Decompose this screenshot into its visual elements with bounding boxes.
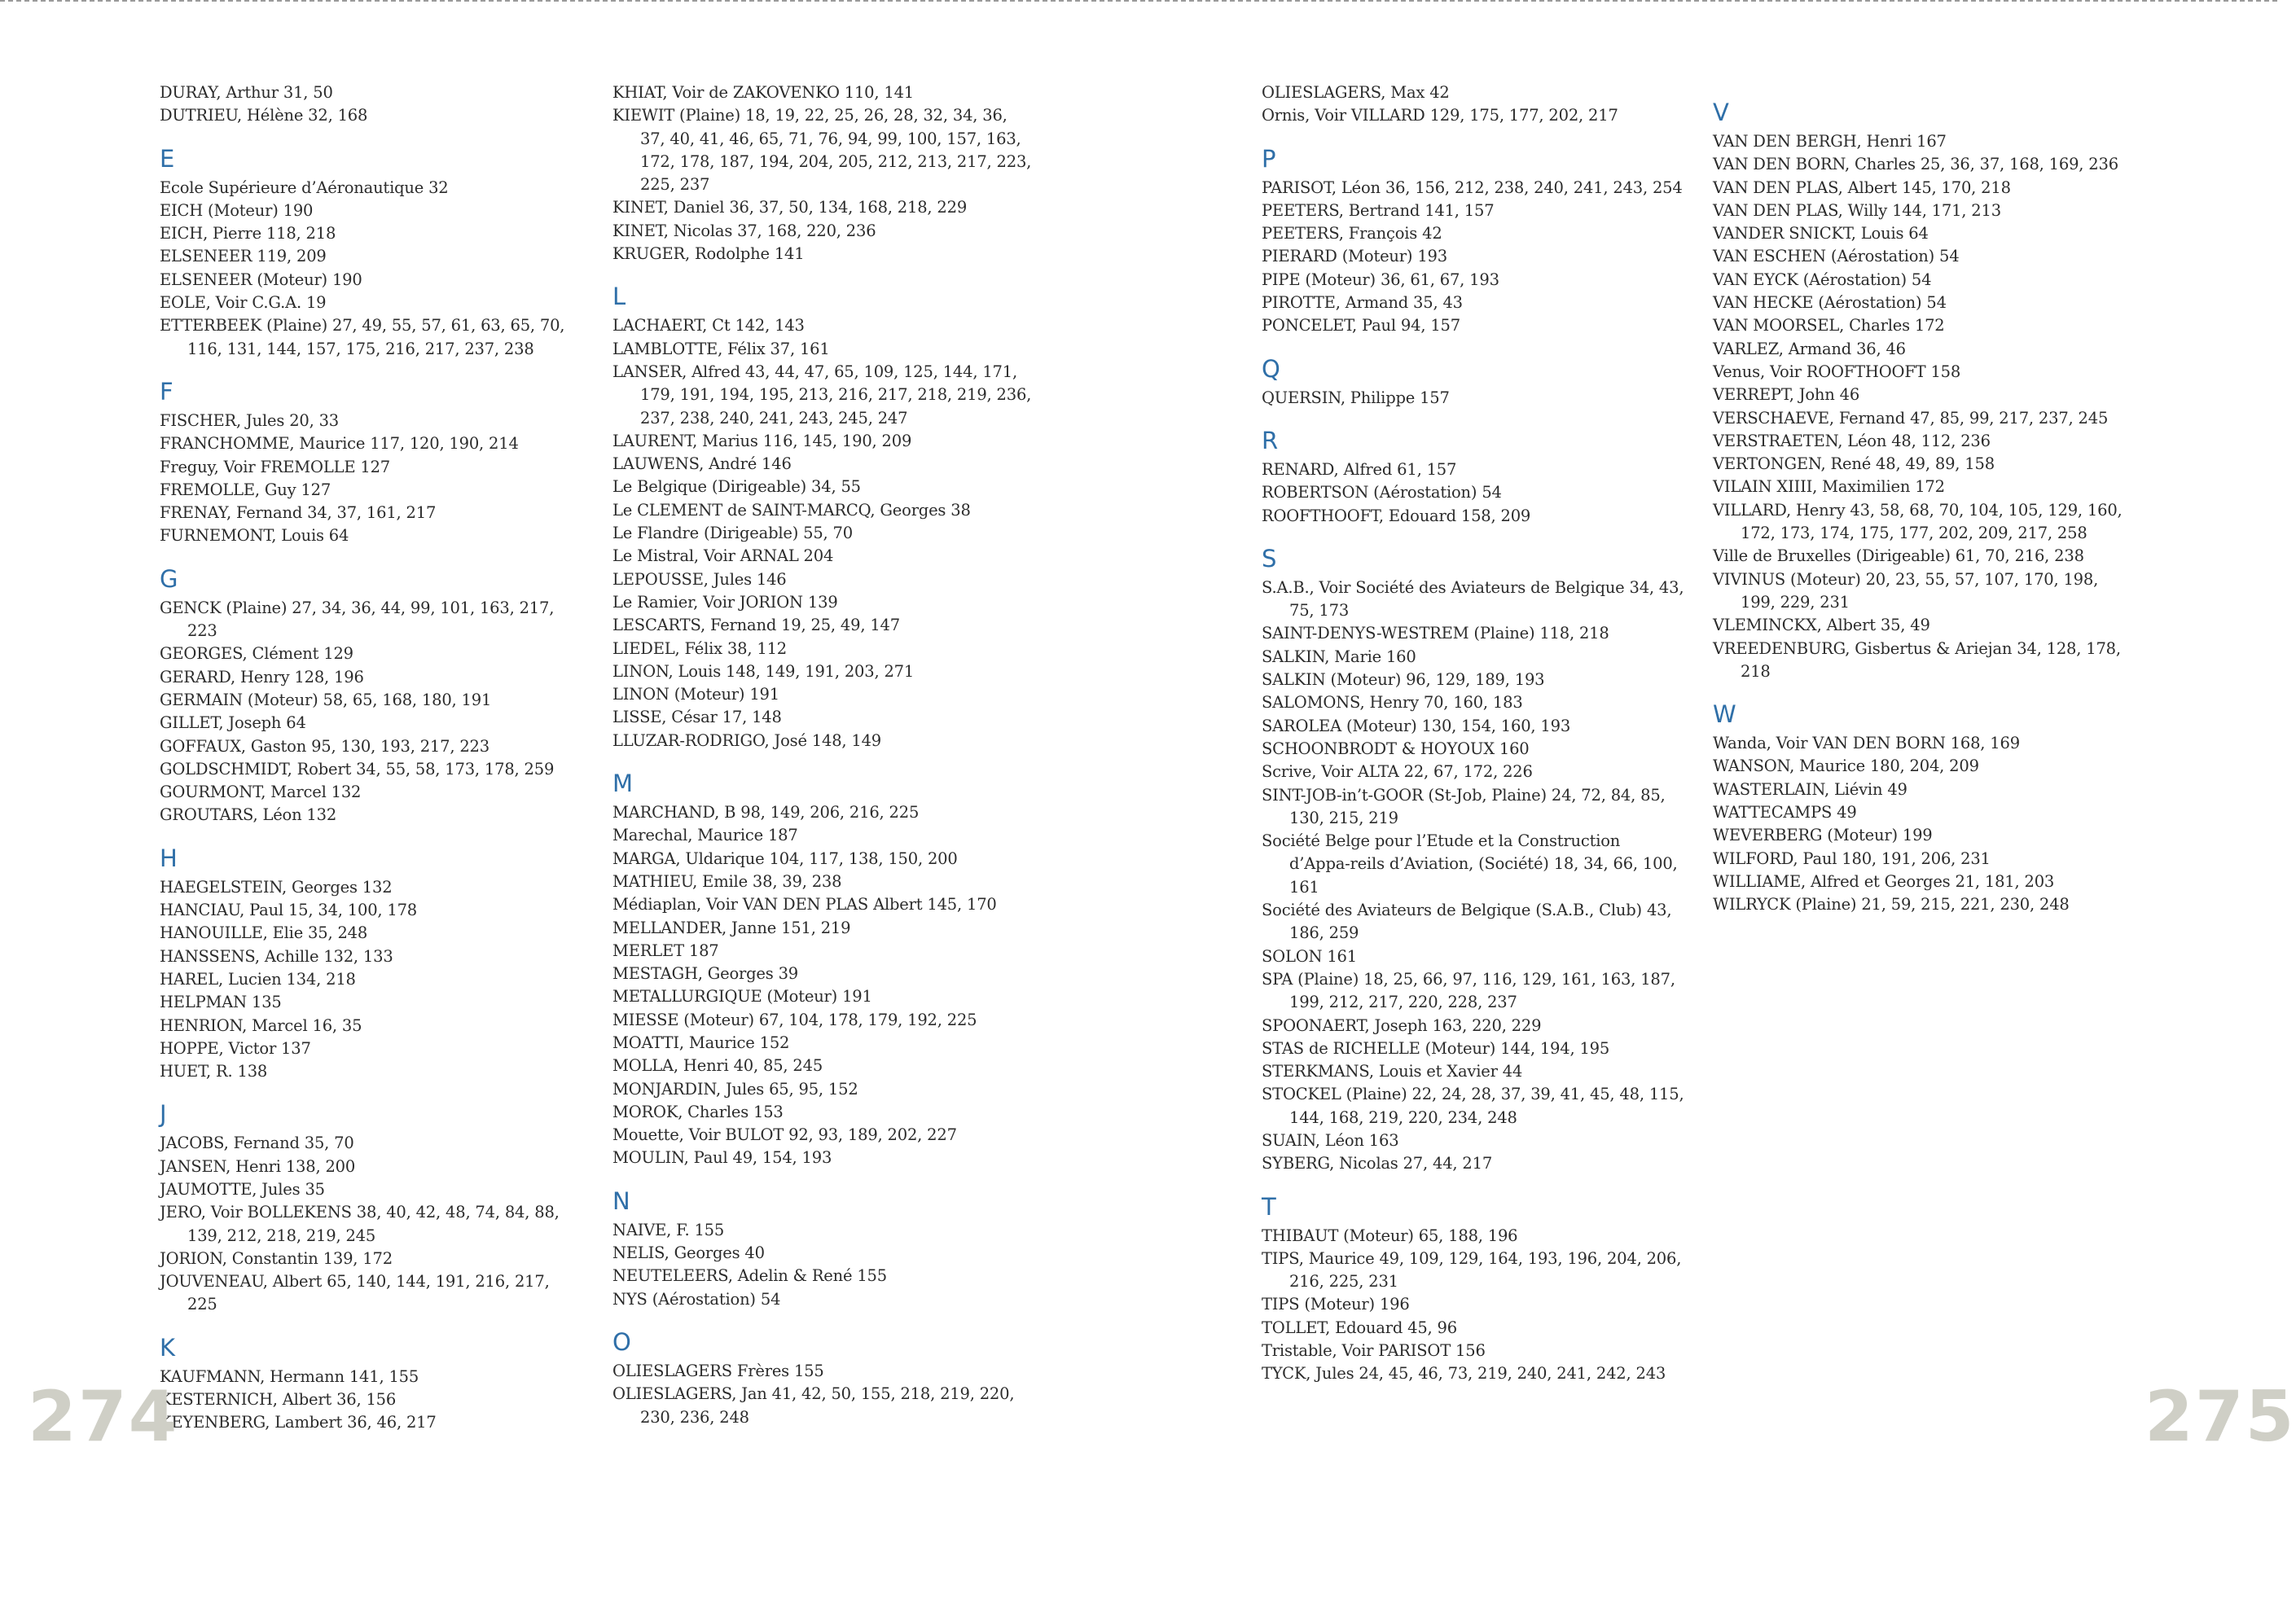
index-entry: MERLET 187 xyxy=(612,941,719,960)
index-entry: PIROTTE, Armand 35, 43 xyxy=(1262,293,1463,313)
index-entry: VANDER SNICKT, Louis 64 xyxy=(1713,224,1929,243)
index-entry: ELSENEER 119, 209 xyxy=(160,247,327,266)
section-letter-heading: S xyxy=(1262,544,1277,572)
index-entry: MOATTI, Maurice 152 xyxy=(612,1033,790,1052)
index-entry: OLIESLAGERS Frères 155 xyxy=(612,1361,824,1380)
index-entry: LISSE, César 17, 148 xyxy=(612,708,782,727)
index-entry: Scrive, Voir ALTA 22, 67, 172, 226 xyxy=(1262,762,1533,782)
index-entry: KRUGER, Rodolphe 141 xyxy=(612,244,805,264)
index-entry: QUERSIN, Philippe 157 xyxy=(1262,388,1450,407)
index-entry: GOLDSCHMIDT, Robert 34, 55, 58, 173, 178, 259 xyxy=(160,759,555,778)
index-entry: THIBAUT (Moteur) 65, 188, 196 xyxy=(1262,1226,1518,1245)
index-entry: ELSENEER (Moteur) 190 xyxy=(160,270,362,289)
index-entry: VAN DEN PLAS, Willy 144, 171, 213 xyxy=(1713,200,2001,220)
index-section xyxy=(1713,98,2136,683)
index-section xyxy=(1262,426,1685,528)
index-column-3 xyxy=(1262,81,1685,1386)
index-entry: Tristable, Voir PARISOT 156 xyxy=(1262,1341,1486,1361)
index-entry: VAN MOORSEL, Charles 172 xyxy=(1713,316,1945,336)
index-entry: PEETERS, Bertrand 141, 157 xyxy=(1262,200,1495,220)
index-column-4 xyxy=(1713,81,2136,917)
section-letter-heading: H xyxy=(160,844,178,872)
index-entry: MOROK, Charles 153 xyxy=(612,1102,784,1121)
index-entry: SAROLEA (Moteur) 130, 154, 160, 193 xyxy=(1262,716,1571,735)
index-entry: MONJARDIN, Jules 65, 95, 152 xyxy=(612,1079,858,1099)
index-entry: GROUTARS, Léon 132 xyxy=(160,805,337,825)
index-entry: KESTERNICH, Albert 36, 156 xyxy=(160,1390,397,1410)
index-entry: KINET, Daniel 36, 37, 50, 134, 168, 218, 229 xyxy=(612,198,968,217)
index-section xyxy=(160,564,583,827)
index-entry: VAN DEN PLAS, Albert 145, 170, 218 xyxy=(1713,178,2011,197)
index-entry: GERARD, Henry 128, 196 xyxy=(160,667,364,686)
index-section xyxy=(612,769,1036,1170)
section-letter-heading: T xyxy=(1262,1192,1276,1221)
section-letter-heading: E xyxy=(160,144,175,173)
index-entry: NEUTELEERS, Adelin & René 155 xyxy=(612,1266,887,1286)
index-entry: Marechal, Maurice 187 xyxy=(612,826,798,845)
section-letter-heading: K xyxy=(160,1333,176,1362)
index-entry: WILFORD, Paul 180, 191, 206, 231 xyxy=(1713,849,1991,868)
index-entry: Ville de Bruxelles (Dirigeable) 61, 70, 216, 238 xyxy=(1713,546,2084,566)
index-entry: GILLET, Joseph 64 xyxy=(160,713,306,733)
index-entry: Le Ramier, Voir JORION 139 xyxy=(612,592,838,612)
index-entry: JACOBS, Fernand 35, 70 xyxy=(160,1134,354,1153)
index-entry: SALKIN (Moteur) 96, 129, 189, 193 xyxy=(1262,670,1545,690)
section-letter-heading: F xyxy=(160,377,173,406)
index-entry: JORION, Constantin 139, 172 xyxy=(160,1248,393,1268)
index-entry: KIEWIT (Plaine) 18, 19, 22, 25, 26, 28, 32, 34, 36, 37, 40, 41, 46, 65, 71, 76, 94, 99, 100, 157, 163, 172, 178, 187, 194, 204, 205, 212, 213, 217, 223, 225, 237 xyxy=(612,106,1032,195)
index-entry: JOUVENEAU, Albert 65, 140, 144, 191, 216, 217, 225 xyxy=(160,1272,550,1314)
index-entry: STOCKEL (Plaine) 22, 24, 28, 37, 39, 41, 45, 48, 115, 144, 168, 219, 220, 234, 248 xyxy=(1262,1085,1684,1127)
index-entry: WATTECAMPS 49 xyxy=(1713,803,1857,822)
index-entry: DURAY, Arthur 31, 50 xyxy=(160,83,333,102)
index-section xyxy=(1262,544,1685,1176)
index-entry: Venus, Voir ROOFTHOOFT 158 xyxy=(1713,362,1961,381)
index-section xyxy=(612,1327,1036,1429)
index-entry: VERREPT, John 46 xyxy=(1713,385,1860,405)
index-entry: LLUZAR-RODRIGO, José 148, 149 xyxy=(612,730,882,750)
index-entry: TOLLET, Edouard 45, 96 xyxy=(1262,1318,1457,1337)
index-entry: MIESSE (Moteur) 67, 104, 178, 179, 192, 225 xyxy=(612,1010,977,1029)
index-entry: VIVINUS (Moteur) 20, 23, 55, 57, 107, 170, 198, 199, 229, 231 xyxy=(1713,569,2099,612)
index-entry: FRANCHOMME, Maurice 117, 120, 190, 214 xyxy=(160,434,519,454)
index-section xyxy=(1262,81,1685,128)
index-entry: Freguy, Voir FREMOLLE 127 xyxy=(160,457,390,476)
index-entry: VILLARD, Henry 43, 58, 68, 70, 104, 105, 129, 160, 172, 173, 174, 175, 177, 202, 209, 217, 258 xyxy=(1713,500,2123,543)
index-entry: SOLON 161 xyxy=(1262,946,1357,966)
index-entry: HANCIAU, Paul 15, 34, 100, 178 xyxy=(160,901,418,920)
index-section xyxy=(160,81,583,128)
index-entry: RENARD, Alfred 61, 157 xyxy=(1262,459,1457,479)
index-entry: ETTERBEEK (Plaine) 27, 49, 55, 57, 61, 63, 65, 70, 116, 131, 144, 157, 175, 216, 217, 237, 238 xyxy=(160,316,565,358)
index-entry: Société Belge pour l’Etude et la Construction d’Appa-reils d’Aviation, (Société) 18, 34, 66, 100, 161 xyxy=(1262,831,1678,897)
index-entry: SPA (Plaine) 18, 25, 66, 97, 116, 129, 161, 163, 187, 199, 212, 217, 220, 228, 237 xyxy=(1262,969,1675,1012)
page-number-right: 275 xyxy=(2145,1376,2296,1458)
index-entry: Le Flandre (Dirigeable) 55, 70 xyxy=(612,524,853,543)
index-entry: SINT-JOB-in’t-GOOR (St-Job, Plaine) 24, 72, 84, 85, 130, 215, 219 xyxy=(1262,785,1666,827)
index-column-2 xyxy=(612,81,1036,1429)
index-entry: WASTERLAIN, Liévin 49 xyxy=(1713,779,1907,799)
index-entry: MARCHAND, B 98, 149, 206, 216, 225 xyxy=(612,803,920,822)
index-entry: HAREL, Lucien 134, 218 xyxy=(160,969,356,989)
index-entry: VREEDENBURG, Gisbertus & Ariejan 34, 128, 178, 218 xyxy=(1713,638,2121,681)
index-entry: DUTRIEU, Hélène 32, 168 xyxy=(160,106,368,125)
index-entry: SYBERG, Nicolas 27, 44, 217 xyxy=(1262,1154,1493,1173)
index-entry: PEETERS, François 42 xyxy=(1262,224,1442,243)
index-entry: Le CLEMENT de SAINT-MARCQ, Georges 38 xyxy=(612,500,971,520)
index-column-1 xyxy=(160,81,583,1435)
index-entry: STAS de RICHELLE (Moteur) 144, 194, 195 xyxy=(1262,1038,1610,1058)
index-entry: KHIAT, Voir de ZAKOVENKO 110, 141 xyxy=(612,83,915,102)
index-entry: MATHIEU, Emile 38, 39, 238 xyxy=(612,871,842,891)
index-entry: HENRION, Marcel 16, 35 xyxy=(160,1015,362,1035)
index-entry: VERSTRAETEN, Léon 48, 112, 236 xyxy=(1713,431,1991,450)
index-entry: PIERARD (Moteur) 193 xyxy=(1262,247,1447,266)
index-entry: HANOUILLE, Elie 35, 248 xyxy=(160,923,368,943)
index-entry: SALKIN, Marie 160 xyxy=(1262,647,1416,666)
index-entry: STERKMANS, Louis et Xavier 44 xyxy=(1262,1062,1523,1081)
section-letter-heading: R xyxy=(1262,426,1279,454)
index-entry: GOFFAUX, Gaston 95, 130, 193, 217, 223 xyxy=(160,736,489,756)
index-entry: PONCELET, Paul 94, 157 xyxy=(1262,316,1460,336)
index-entry: Société des Aviateurs de Belgique (S.A.B., Club) 43, 186, 259 xyxy=(1262,901,1672,943)
index-entry: ROOFTHOOFT, Edouard 158, 209 xyxy=(1262,506,1531,525)
section-letter-heading: P xyxy=(1262,144,1276,173)
index-entry: LINON (Moteur) 191 xyxy=(612,685,779,704)
index-entry: KEYENBERG, Lambert 36, 46, 217 xyxy=(160,1413,437,1432)
index-entry: LAUWENS, André 146 xyxy=(612,454,792,474)
index-entry: VAN HECKE (Aérostation) 54 xyxy=(1713,293,1947,313)
index-entry: JERO, Voir BOLLEKENS 38, 40, 42, 48, 74, 84, 88, 139, 212, 218, 219, 245 xyxy=(160,1203,560,1245)
index-entry: WILRYCK (Plaine) 21, 59, 215, 221, 230, 248 xyxy=(1713,895,2070,914)
index-entry: VERSCHAEVE, Fernand 47, 85, 99, 217, 237, 245 xyxy=(1713,408,2109,428)
index-entry: VERTONGEN, René 48, 49, 89, 158 xyxy=(1713,454,1995,474)
index-section xyxy=(160,1333,583,1435)
index-entry: EOLE, Voir C.G.A. 19 xyxy=(160,293,327,313)
index-entry: GENCK (Plaine) 27, 34, 36, 44, 99, 101, 163, 217, 223 xyxy=(160,598,555,641)
index-entry: MOLLA, Henri 40, 85, 245 xyxy=(612,1056,823,1076)
index-entry: SPOONAERT, Joseph 163, 220, 229 xyxy=(1262,1015,1542,1035)
index-entry: VAN DEN BERGH, Henri 167 xyxy=(1713,132,1947,151)
index-section xyxy=(1262,1192,1685,1386)
index-section xyxy=(160,844,583,1084)
index-entry: WANSON, Maurice 180, 204, 209 xyxy=(1713,757,1979,776)
index-entry: LANSER, Alfred 43, 44, 47, 65, 109, 125, 144, 171, 179, 191, 194, 195, 213, 216, 217, 218, 219, 236, 237, 238, 240, 241, 243, 245, 247 xyxy=(612,362,1032,428)
index-entry: JAUMOTTE, Jules 35 xyxy=(160,1179,325,1199)
index-entry: ROBERTSON (Aérostation) 54 xyxy=(1262,483,1502,502)
index-entry: LIEDEL, Félix 38, 112 xyxy=(612,638,788,658)
index-entry: GOURMONT, Marcel 132 xyxy=(160,783,362,802)
index-entry: Wanda, Voir VAN DEN BORN 168, 169 xyxy=(1713,734,2020,753)
index-entry: PIPE (Moteur) 36, 61, 67, 193 xyxy=(1262,270,1499,289)
index-entry: FURNEMONT, Louis 64 xyxy=(160,526,349,546)
section-letter-heading: Q xyxy=(1262,354,1280,383)
section-letter-heading: L xyxy=(612,283,626,311)
index-entry: EICH, Pierre 118, 218 xyxy=(160,224,336,243)
index-entry: SCHOONBRODT & HOYOUX 160 xyxy=(1262,739,1530,758)
index-entry: WEVERBERG (Moteur) 199 xyxy=(1713,826,1933,845)
index-entry: HANSSENS, Achille 132, 133 xyxy=(160,946,393,966)
index-entry: HAEGELSTEIN, Georges 132 xyxy=(160,877,393,897)
index-section xyxy=(612,1186,1036,1311)
index-entry: LESCARTS, Fernand 19, 25, 49, 147 xyxy=(612,616,900,635)
index-entry: HUET, R. 138 xyxy=(160,1062,268,1081)
index-section xyxy=(612,282,1036,752)
index-entry: VILAIN XIIII, Maximilien 172 xyxy=(1713,477,1945,497)
index-entry: FRENAY, Fernand 34, 37, 161, 217 xyxy=(160,503,437,523)
index-entry: PARISOT, Léon 36, 156, 212, 238, 240, 241, 243, 254 xyxy=(1262,178,1683,197)
page-number-left: 274 xyxy=(28,1376,179,1458)
index-entry: NAIVE, F. 155 xyxy=(612,1220,725,1239)
section-letter-heading: J xyxy=(160,1100,167,1129)
index-section xyxy=(1262,354,1685,410)
index-entry: EICH (Moteur) 190 xyxy=(160,200,314,220)
index-entry: Mouette, Voir BULOT 92, 93, 189, 202, 227 xyxy=(612,1125,957,1145)
index-entry: HELPMAN 135 xyxy=(160,993,282,1012)
index-entry: METALLURGIQUE (Moteur) 191 xyxy=(612,987,872,1007)
index-entry: Médiaplan, Voir VAN DEN PLAS Albert 145, 170 xyxy=(612,895,997,914)
index-entry: Le Belgique (Dirigeable) 34, 55 xyxy=(612,477,861,497)
index-entry: KAUFMANN, Hermann 141, 155 xyxy=(160,1366,419,1386)
index-section xyxy=(160,144,583,361)
index-entry: MOULIN, Paul 49, 154, 193 xyxy=(612,1148,832,1168)
index-entry: MESTAGH, Georges 39 xyxy=(612,964,798,984)
index-entry: FREMOLLE, Guy 127 xyxy=(160,480,331,499)
index-entry: LAURENT, Marius 116, 145, 190, 209 xyxy=(612,431,912,450)
section-letter-heading: V xyxy=(1713,99,1729,126)
index-entry: LEPOUSSE, Jules 146 xyxy=(612,569,787,589)
index-entry: HOPPE, Victor 137 xyxy=(160,1038,311,1058)
index-entry: LACHAERT, Ct 142, 143 xyxy=(612,316,805,336)
section-letter-heading: W xyxy=(1713,700,1736,729)
top-dashed-rule xyxy=(0,0,2277,2)
index-entry: LAMBLOTTE, Félix 37, 161 xyxy=(612,339,830,358)
index-entry: VAN ESCHEN (Aérostation) 54 xyxy=(1713,247,1960,266)
index-entry: OLIESLAGERS, Max 42 xyxy=(1262,83,1450,102)
index-entry: SALOMONS, Henry 70, 160, 183 xyxy=(1262,693,1523,713)
index-entry: SUAIN, Léon 163 xyxy=(1262,1130,1399,1150)
index-entry: NELIS, Georges 40 xyxy=(612,1243,765,1263)
index-entry: FISCHER, Jules 20, 33 xyxy=(160,410,340,430)
index-entry: LINON, Louis 148, 149, 191, 203, 271 xyxy=(612,661,915,681)
section-letter-heading: M xyxy=(612,770,634,798)
index-entry: VARLEZ, Armand 36, 46 xyxy=(1713,339,1906,358)
index-entry: S.A.B., Voir Société des Aviateurs de Belgique 34, 43, 75, 173 xyxy=(1262,577,1684,621)
index-entry: SAINT-DENYS-WESTREM (Plaine) 118, 218 xyxy=(1262,624,1609,643)
index-entry: GERMAIN (Moteur) 58, 65, 168, 180, 191 xyxy=(160,690,492,709)
index-entry: Ecole Supérieure d’Aéronautique 32 xyxy=(160,178,449,197)
index-entry: VAN EYCK (Aérostation) 54 xyxy=(1713,270,1932,289)
index-entry: MARGA, Uldarique 104, 117, 138, 150, 200 xyxy=(612,849,958,868)
index-section xyxy=(612,81,1036,265)
index-entry: GEORGES, Clément 129 xyxy=(160,644,353,664)
index-entry: VLEMINCKX, Albert 35, 49 xyxy=(1713,616,1930,635)
index-entry: VAN DEN BORN, Charles 25, 36, 37, 168, 169, 236 xyxy=(1713,155,2118,174)
index-entry: TIPS (Moteur) 196 xyxy=(1262,1295,1410,1314)
index-entry: TIPS, Maurice 49, 109, 129, 164, 193, 196, 204, 206, 216, 225, 231 xyxy=(1262,1248,1682,1292)
index-section xyxy=(1262,144,1685,338)
section-letter-heading: O xyxy=(612,1327,631,1356)
index-entry: Le Mistral, Voir ARNAL 204 xyxy=(612,546,834,566)
index-entry: JANSEN, Henri 138, 200 xyxy=(160,1156,356,1176)
index-section xyxy=(160,1099,583,1316)
section-letter-heading: G xyxy=(160,564,178,593)
index-entry: NYS (Aérostation) 54 xyxy=(612,1289,781,1309)
index-entry: OLIESLAGERS, Jan 41, 42, 50, 155, 218, 219, 220, 230, 236, 248 xyxy=(612,1384,1015,1427)
index-entry: KINET, Nicolas 37, 168, 220, 236 xyxy=(612,221,876,240)
index-section xyxy=(1713,700,2136,916)
index-entry: Ornis, Voir VILLARD 129, 175, 177, 202, 217 xyxy=(1262,106,1618,125)
index-entry: WILLIAME, Alfred et Georges 21, 181, 203 xyxy=(1713,871,2055,891)
index-section xyxy=(160,377,583,548)
index-entry: MELLANDER, Janne 151, 219 xyxy=(612,918,851,937)
section-letter-heading: N xyxy=(612,1186,630,1215)
index-entry: TYCK, Jules 24, 45, 46, 73, 219, 240, 241, 242, 243 xyxy=(1262,1364,1666,1384)
